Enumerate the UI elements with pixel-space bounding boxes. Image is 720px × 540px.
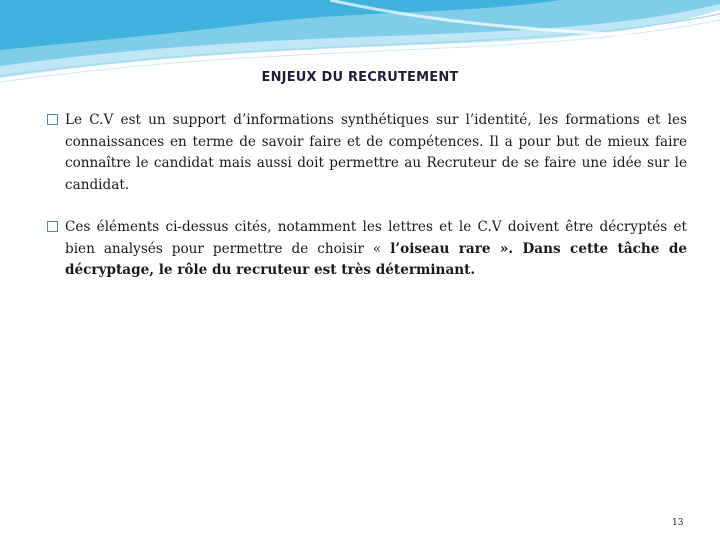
square-bullet-icon xyxy=(47,221,58,232)
bullet-list xyxy=(47,110,687,282)
bullet-item xyxy=(47,110,687,196)
bullet-item xyxy=(47,217,687,282)
square-bullet-icon xyxy=(47,114,58,125)
bullet-text: Le C.V est un support d’informations synthétiques sur l’identité, les formations et les connaissances en terme de savoir faire et de compétences. Il a pour but de mieux faire connaître le candidat mais aussi doit permettre au Recruteur de se faire une idée sur le candidat. xyxy=(65,112,687,193)
slide-title: ENJEUX DU RECRUTEMENT xyxy=(261,70,459,85)
bullet-text-emphasis: l’oiseau rare ». Dans cette tâche de décryptage, le rôle du recruteur est très déterminant. xyxy=(65,240,687,278)
page-number: 13 xyxy=(672,518,684,528)
bullet-text: Ces éléments ci-dessus cités, notamment les lettres et le C.V doivent être décryptés et bien analysés pour permettre de choisir « xyxy=(65,219,687,257)
